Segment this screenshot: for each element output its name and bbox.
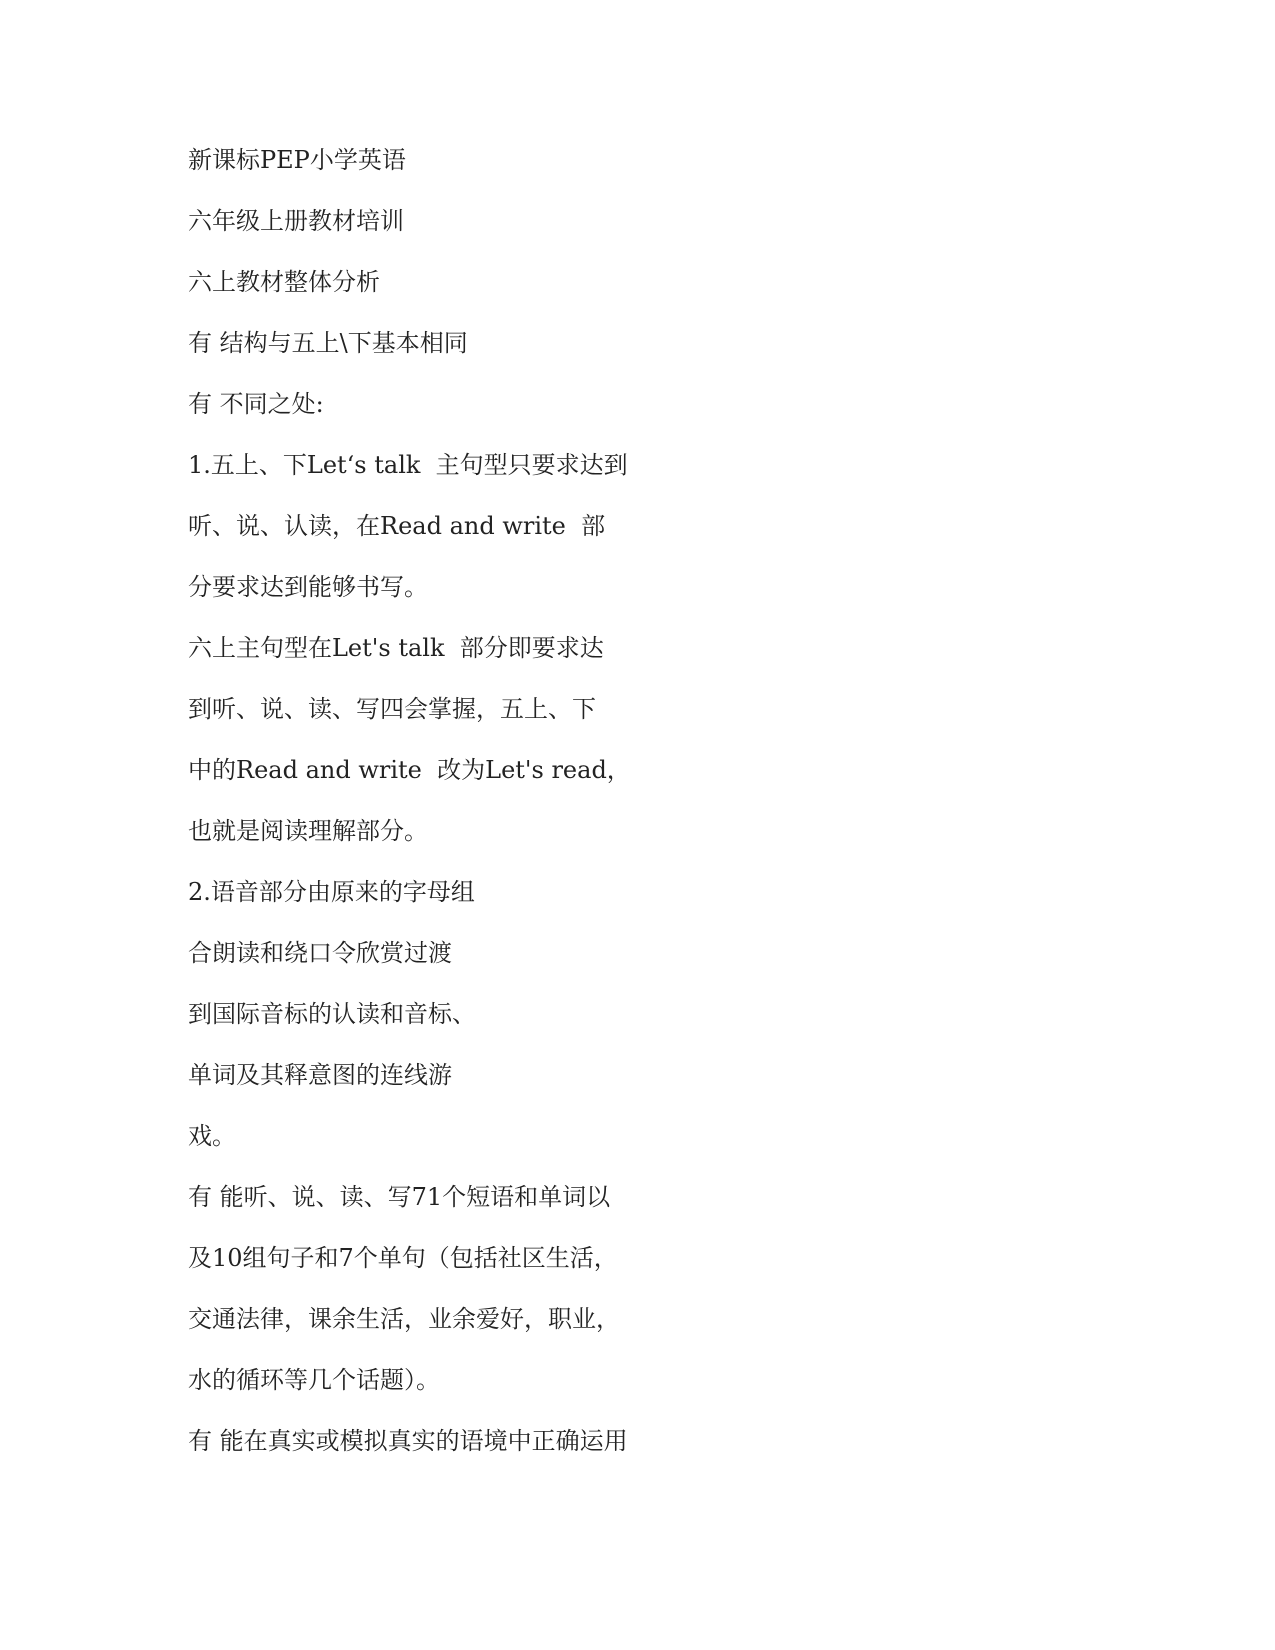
text-line: 水的循环等几个话题）。 [188, 1366, 440, 1394]
text-line: 也就是阅读理解部分。 [188, 817, 428, 845]
text-line: 合朗读和绕口令欣赏过渡 [188, 939, 452, 967]
text-line: 六上主句型在Let's talk 部分即要求达 [188, 634, 604, 662]
text-line: 分要求达到能够书写。 [188, 573, 428, 601]
document-body [188, 145, 631, 1487]
text-line: 戏。 [188, 1122, 236, 1150]
text-line: 2.语音部分由原来的字母组 [188, 878, 475, 906]
text-line: 听、说、认读，在Read and write 部 [188, 512, 606, 540]
text-line: 有 能听、说、读、写71个短语和单词以 [188, 1183, 611, 1211]
text-line: 1.五上、下Let‘s talk 主句型只要求达到 [188, 451, 628, 479]
text-line: 单词及其释意图的连线游 [188, 1061, 452, 1089]
text-line: 及10组句子和7个单句（包括社区生活， [188, 1244, 618, 1272]
text-line: 交通法律，课余生活，业余爱好，职业， [188, 1305, 620, 1333]
text-line: 到听、说、读、写四会掌握，五上、下 [188, 695, 596, 723]
doc-subtitle-line: 六年级上册教材培训 [188, 207, 404, 235]
text-line: 有 结构与五上\下基本相同 [188, 329, 468, 357]
text-line: 有 能在真实或模拟真实的语境中正确运用 [188, 1427, 628, 1455]
text-line: 有 不同之处: [188, 390, 324, 418]
text-line: 到国际音标的认读和音标、 [188, 1000, 476, 1028]
doc-title-line: 新课标PEP小学英语 [188, 146, 406, 174]
section-heading-line: 六上教材整体分析 [188, 268, 380, 296]
text-line: 中的Read and write 改为Let's read， [188, 756, 631, 784]
